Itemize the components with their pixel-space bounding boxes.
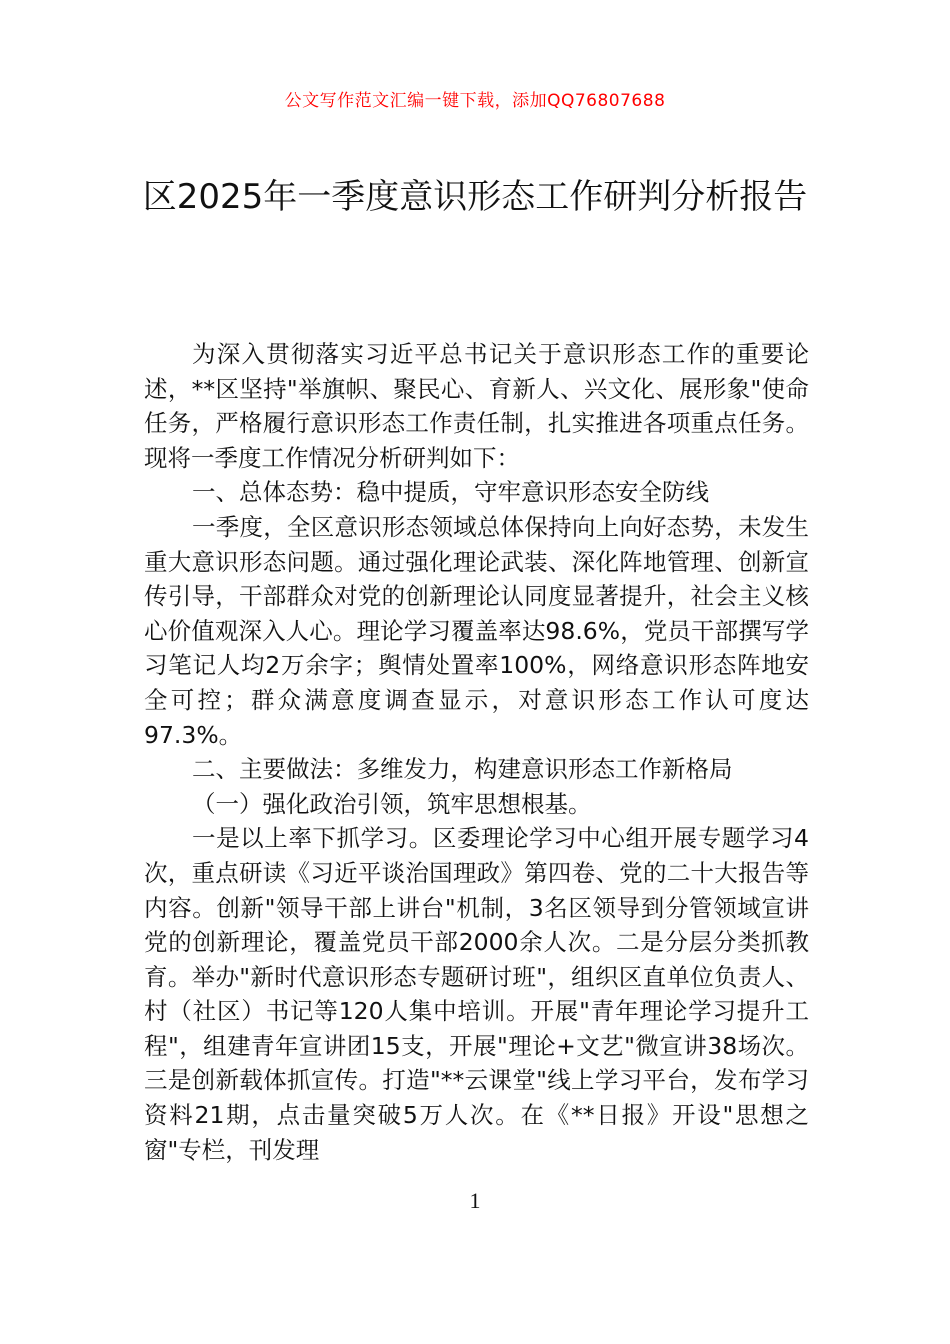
paragraph-overview: 一季度，全区意识形态领域总体保持向上向好态势，未发生重大意识形态问题。通过强化理论武装、深化阵地管理、创新宣传引导，干部群众对党的创新理论认同度显著提升，社会主义核心价值观深入人心。理论学习覆盖率达98.6%，党员干部撰写学习笔记人均2万余字；舆情处置率100%，网络意识形态阵地安全可控；群众满意度调查显示，对意识形态工作认可度达97.3%。	[144, 512, 809, 749]
document-body	[144, 337, 809, 1167]
section-heading-1: 一、总体态势：稳中提质，守牢意识形态安全防线	[192, 478, 709, 507]
promo-header-note: 公文写作范文汇编一键下载，添加QQ76807688	[284, 91, 666, 111]
paragraph-intro: 为深入贯彻落实习近平总书记关于意识形态工作的重要论述，**区坚持"举旗帜、聚民心、育新人、兴文化、展形象"使命任务，严格履行意识形态工作责任制，扎实推进各项重点任务。现将一季度工作情况分析研判如下：	[144, 340, 809, 472]
document-title: 区2025年一季度意识形态工作研判分析报告	[142, 177, 808, 217]
section-heading-2: 二、主要做法：多维发力，构建意识形态工作新格局	[192, 755, 733, 784]
subsection-heading-1: （一）强化政治引领，筑牢思想根基。	[192, 789, 592, 818]
paragraph-measures: 一是以上率下抓学习。区委理论学习中心组开展专题学习4次，重点研读《习近平谈治国理政》第四卷、党的二十大报告等内容。创新"领导干部上讲台"机制，3名区领导到分管领域宣讲党的创新理论，覆盖党员干部2000余人次。二是分层分类抓教育。举办"新时代意识形态专题研讨班"，组织区直单位负责人、村（社区）书记等120人集中培训。开展"青年理论学习提升工程"，组建青年宣讲团15支，开展"理论+文艺"微宣讲38场次。三是创新载体抓宣传。打造"**云课堂"线上学习平台，发布学习资料21期，点击量突破5万人次。在《**日报》开设"思想之窗"专栏，刊发理	[144, 824, 809, 1164]
page-number: 1	[469, 1188, 481, 1213]
